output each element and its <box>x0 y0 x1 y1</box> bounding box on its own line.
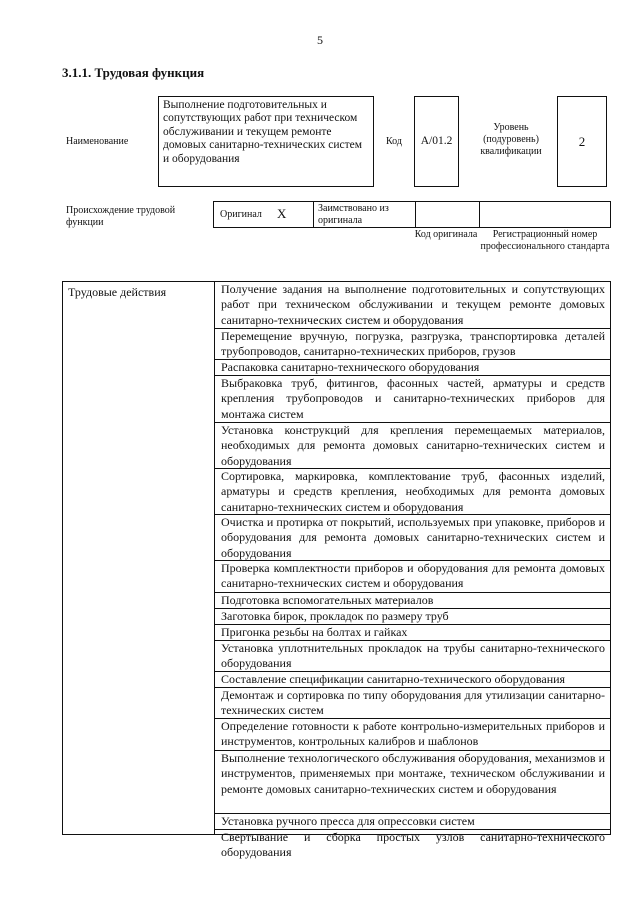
action-row: Выполнение технологического обслуживания оборудования, механизмов и инструментов, применяемых при монтаже, техническом обслуживании и ремонте домовых санитарно-технических систем и оборудования <box>215 751 610 814</box>
name-value-box <box>158 96 374 187</box>
actions-table <box>62 281 611 860</box>
name-value: Выполнение подготовительных и сопутствующих работ при техническом обслуживании и текущем ремонте домовых санитарно-технических систем и оборудования <box>163 99 363 165</box>
origin-label: Происхождение трудовой функции <box>66 205 176 228</box>
action-row: Выбраковка труб, фитингов, фасонных частей, арматуры и средств крепления трубопроводов и санитарно-технических приборов для монтажа систем <box>215 376 610 423</box>
code-label: Код <box>386 136 402 147</box>
action-row: Очистка и протирка от покрытий, используемых при упаковке, приборов и оборудования для ремонта домовых санитарно-технических систем и оборудования <box>215 515 610 561</box>
action-row: Составление спецификации санитарно-технического оборудования <box>215 672 610 688</box>
code-original-label: Код оригинала <box>414 229 478 240</box>
level-value: 2 <box>578 134 586 149</box>
action-row: Распаковка санитарно-технического оборудования <box>215 360 610 376</box>
action-row: Получение задания на выполнение подготовительных и сопутствующих работ при техническом обслуживании и текущем ремонте домовых санитарно-технических систем и оборудования <box>215 282 610 329</box>
action-row: Определение готовности к работе контрольно-измерительных приборов и инструментов, контрольных калибров и шаблонов <box>215 719 610 751</box>
action-row: Пригонка резьбы на болтах и гайках <box>215 625 610 641</box>
level-value-box <box>557 96 607 187</box>
original-mark: Х <box>277 206 287 221</box>
page-number: 5 <box>317 33 323 47</box>
original-label: Оригинал <box>220 209 262 220</box>
actions-label: Трудовые действия <box>68 285 167 299</box>
action-row: Проверка комплектности приборов и оборудования для ремонта домовых санитарно-технических систем и оборудования <box>215 561 610 593</box>
action-row: Установка ручного пресса для опрессовки систем <box>215 814 610 830</box>
code-value: А/01.2 <box>420 135 453 147</box>
action-row: Свертывание и сборка простых узлов санитарно-технического оборудования <box>221 830 605 860</box>
code-value-box <box>414 96 459 187</box>
name-label: Наименование <box>66 136 129 147</box>
section-title: 3.1.1. Трудовая функция <box>62 65 205 80</box>
action-row: Установка уплотнительных прокладок на трубы санитарно-технического оборудования <box>215 641 610 672</box>
action-row: Установка конструкций для крепления перемещаемых материалов, необходимых для ремонта домовых санитарно-технических систем и оборудования <box>215 423 610 469</box>
action-row: Перемещение вручную, погрузка, разгрузка, транспортировка деталей трубопроводов, санитарно-технических приборов, грузов <box>215 329 610 360</box>
action-row: Подготовка вспомогательных материалов <box>215 593 610 609</box>
action-row: Заготовка бирок, прокладок по размеру труб <box>215 609 610 625</box>
origin-box <box>213 201 611 228</box>
reg-number-label: Регистрационный номер профессионального стандарта <box>480 229 610 252</box>
action-row: Демонтаж и сортировка по типу оборудования для утилизации санитарно-технических систем <box>215 688 610 719</box>
borrowed-label: Заимствовано из оригинала <box>318 203 389 226</box>
level-label: Уровень (подуровень) квалификации <box>480 122 542 157</box>
action-row: Сортировка, маркировка, комплектование труб, фасонных изделий, арматуры и средств крепления, необходимых для ремонта домовых санитарно-технических систем и оборудования <box>215 469 610 515</box>
